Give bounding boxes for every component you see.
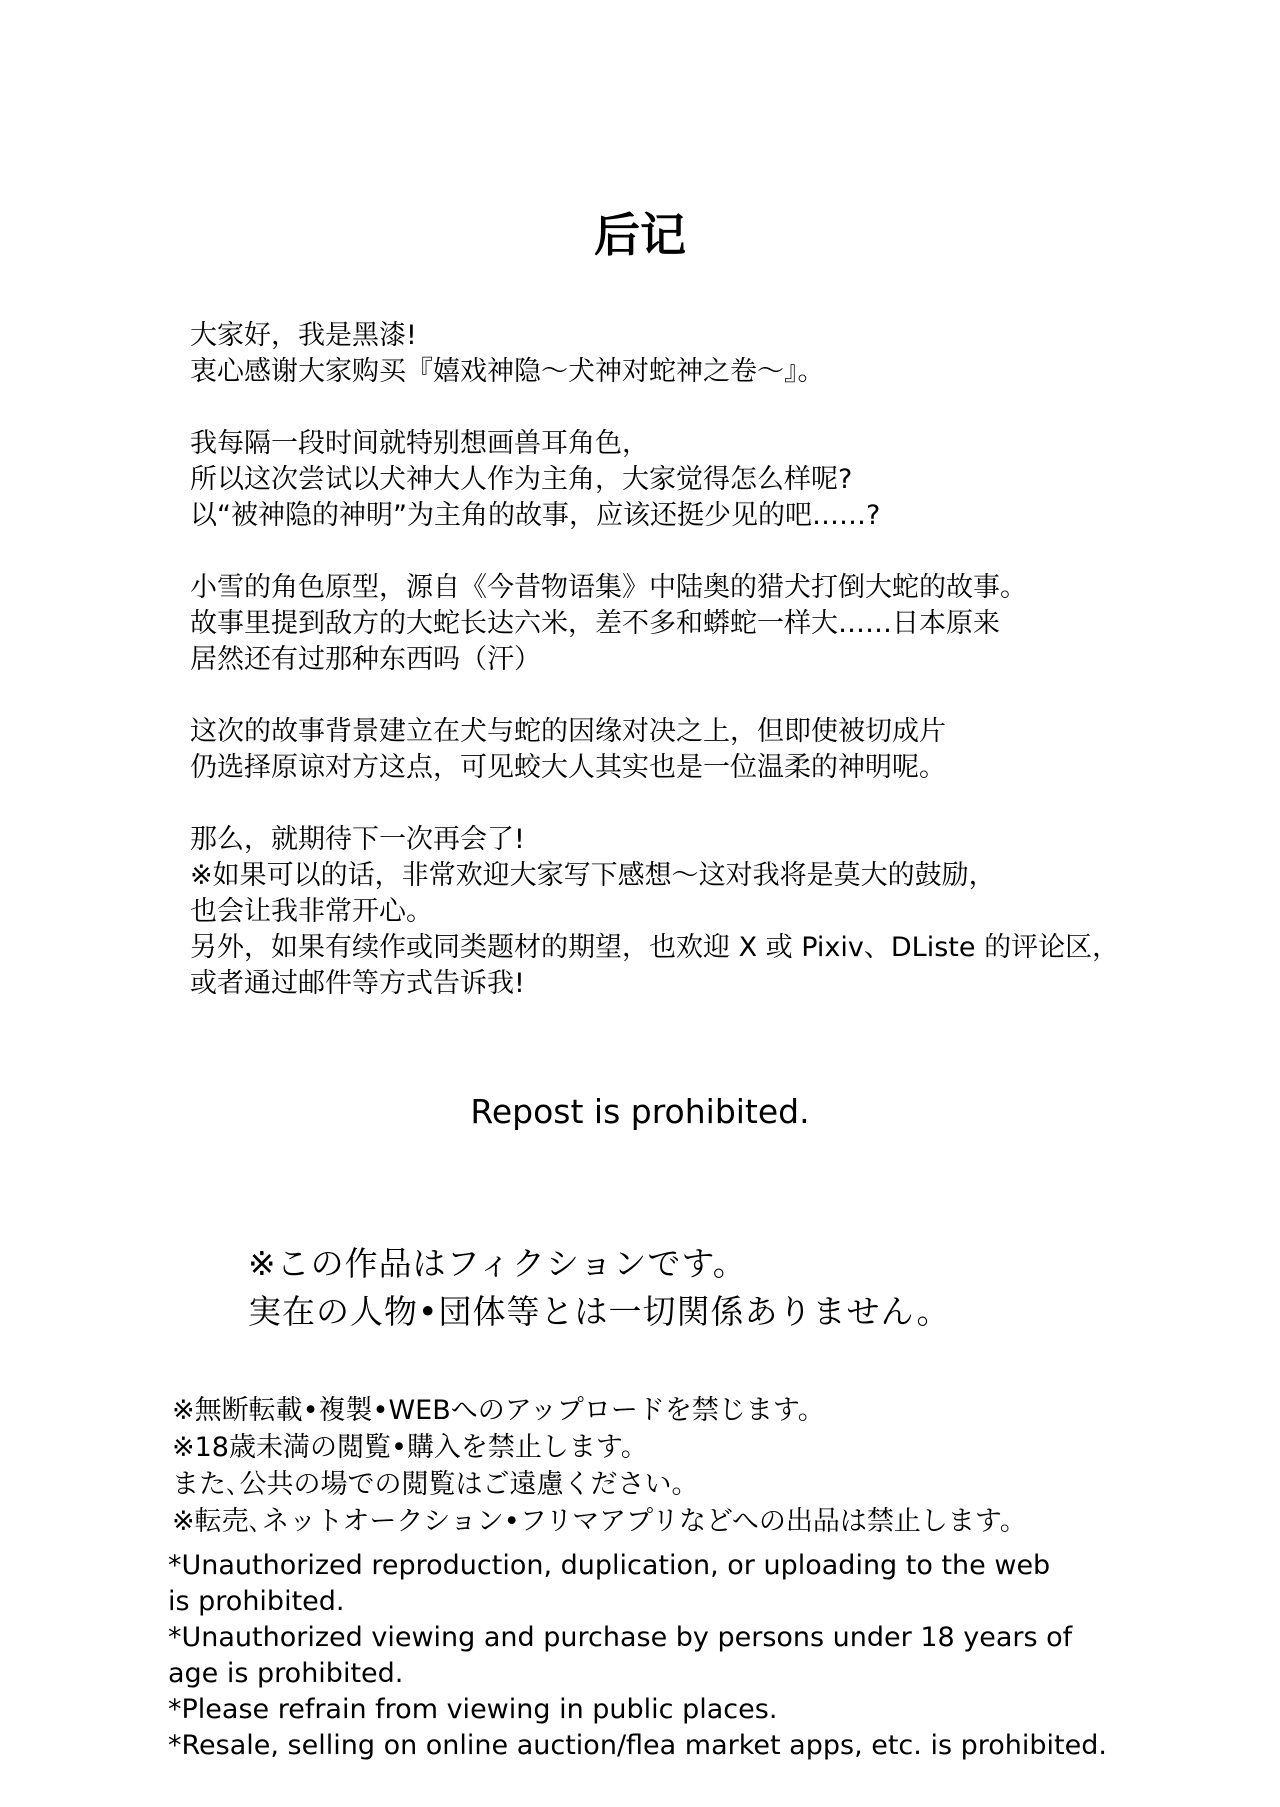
text-line: 衷心感谢大家购买『嬉戏神隐～犬神对蛇神之卷～』。 <box>190 356 825 387</box>
paragraph <box>190 822 1250 1002</box>
text-line: 以“被神隐的神明”为主角的故事，应该还挺少见的吧……? <box>190 500 881 531</box>
text-line: 居然还有过那种东西吗（汗） <box>190 644 541 675</box>
afterword-body <box>190 318 1250 1002</box>
fiction-line: ※この作品はフィクションです。 <box>248 1244 747 1283</box>
fiction-notice <box>248 1240 1248 1336</box>
paragraph <box>190 426 1250 534</box>
text-line: 那么，就期待下一次再会了! <box>190 824 525 855</box>
fiction-line: 実在の人物•団体等とは一切関係ありません。 <box>248 1292 951 1331</box>
notice-line: ※無断転載•複製•WEBへのアップロードを禁じます。 <box>172 1395 825 1426</box>
repost-notice: Repost is prohibited. <box>470 1092 810 1131</box>
notice-line: *Please refrain from viewing in public places. <box>168 1694 778 1725</box>
text-line: 也会让我非常开心。 <box>190 896 433 927</box>
notice-line: また､公共の場での閲覧はご遠慮ください。 <box>172 1469 699 1500</box>
text-line: 所以这次尝试以犬神大人作为主角，大家觉得怎么样呢? <box>190 464 853 495</box>
text-line: 我每隔一段时间就特别想画兽耳角色， <box>190 428 649 459</box>
paragraph <box>190 570 1250 678</box>
notice-line: *Resale, selling on online auction/flea market apps, etc. is prohibited. <box>168 1730 1107 1761</box>
text-line: 大家好，我是黑漆! <box>190 320 417 351</box>
text-line: 或者通过邮件等方式告诉我! <box>190 968 525 999</box>
page-title: 后记 <box>594 208 686 262</box>
notice-line: ※18歳未満の閲覧•購入を禁止します。 <box>172 1432 648 1463</box>
english-prohibition-notice <box>168 1548 1268 1764</box>
notice-line: *Unauthorized viewing and purchase by persons under 18 years of <box>168 1622 1073 1653</box>
text-line: 仍选择原谅对方这点，可见蛟大人其实也是一位温柔的神明呢。 <box>190 752 946 783</box>
text-line: 这次的故事背景建立在犬与蛇的因缘对决之上，但即使被切成片 <box>190 716 946 747</box>
text-line: ※如果可以的话，非常欢迎大家写下感想～这对我将是莫大的鼓励， <box>190 860 996 891</box>
text-line: 另外，如果有续作或同类题材的期望，也欢迎 X 或 Pixiv、DListe 的评论区， <box>190 932 1120 963</box>
paragraph <box>190 318 1250 390</box>
text-line: 故事里提到敌方的大蛇长达六米，差不多和蟒蛇一样大……日本原来 <box>190 608 1000 639</box>
notice-line: is prohibited. <box>168 1586 345 1617</box>
text-line: 小雪的角色原型，源自《今昔物语集》中陆奥的猎犬打倒大蛇的故事。 <box>190 572 1027 603</box>
paragraph <box>190 714 1250 786</box>
notice-line: *Unauthorized reproduction, duplication, or uploading to the web <box>168 1550 1051 1581</box>
notice-line: age is prohibited. <box>168 1658 404 1689</box>
notice-line: ※転売､ネットオークション•フリマアプリなどへの出品は禁止します。 <box>172 1506 1027 1537</box>
japanese-prohibition-notice <box>172 1392 1252 1540</box>
